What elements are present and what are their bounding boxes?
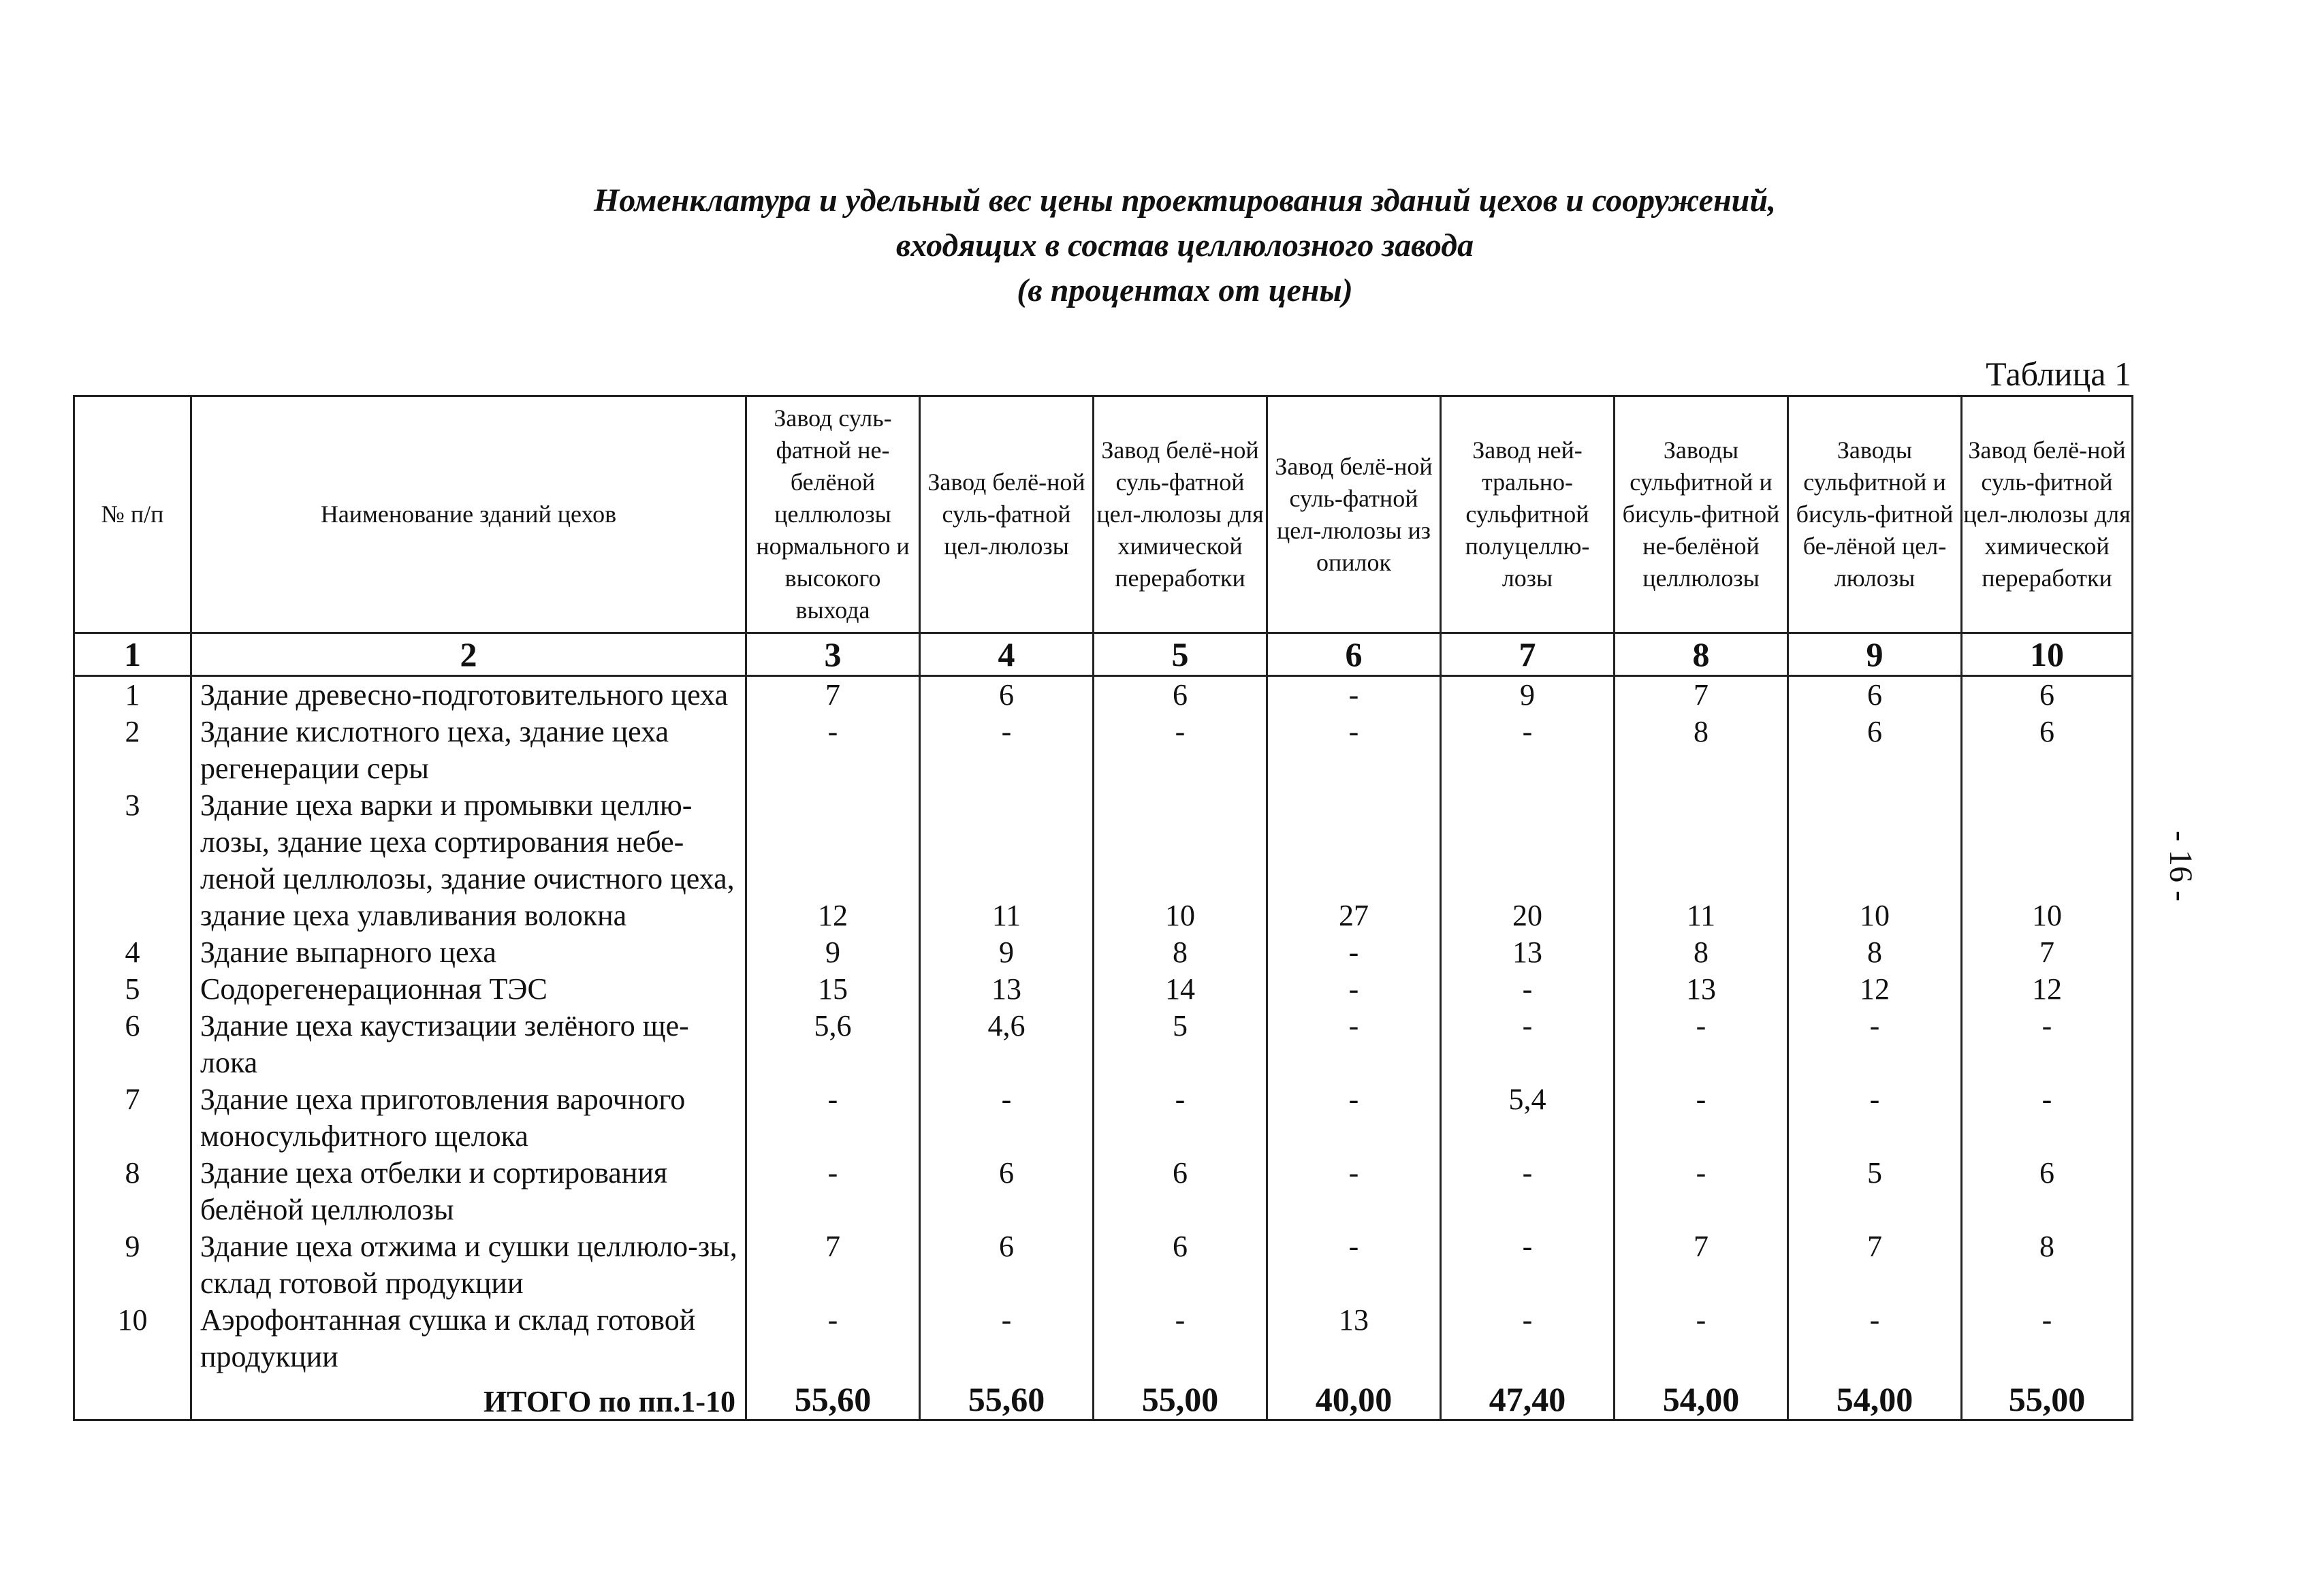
row-value: - — [1267, 1228, 1441, 1302]
total-label: ИТОГО по пп.1-10 — [191, 1375, 746, 1420]
total-value: 47,40 — [1441, 1375, 1615, 1420]
column-number: 8 — [1615, 633, 1788, 676]
table-row — [74, 1081, 2133, 1155]
row-value: - — [1441, 1155, 1615, 1228]
row-value: - — [1267, 934, 1441, 971]
header-col-9: Заводы сульфитной и бисуль-фитной бе-лёной цел-люлозы — [1788, 396, 1962, 633]
row-value: - — [746, 1302, 920, 1375]
table-row — [74, 787, 2133, 934]
row-value: 6 — [1788, 714, 1962, 787]
document-title — [0, 178, 2320, 313]
row-value: 5 — [1788, 1155, 1962, 1228]
row-value: 6 — [920, 676, 1094, 714]
row-name: Содорегенерационная ТЭС — [191, 971, 746, 1008]
row-value: 7 — [746, 676, 920, 714]
header-row — [74, 396, 2133, 633]
row-value: - — [1788, 1081, 1962, 1155]
header-number: № п/п — [74, 396, 191, 633]
table-row — [74, 1008, 2133, 1081]
row-value: - — [1962, 1081, 2133, 1155]
title-line-2: входящих в состав целлюлозного завода — [895, 227, 1474, 264]
column-number-row — [74, 633, 2133, 676]
row-value: - — [1441, 1228, 1615, 1302]
total-value: 55,60 — [746, 1375, 920, 1420]
row-value: 14 — [1094, 971, 1267, 1008]
row-value: 5,6 — [746, 1008, 920, 1081]
column-number: 2 — [191, 633, 746, 676]
row-value: 13 — [1267, 1302, 1441, 1375]
row-value: - — [1441, 1302, 1615, 1375]
row-value: - — [1267, 971, 1441, 1008]
header-col-7: Завод ней-трально-сульфитной полуцеллю-лозы — [1441, 396, 1615, 633]
row-value: - — [1962, 1302, 2133, 1375]
table-row — [74, 676, 2133, 714]
row-value: 8 — [1962, 1228, 2133, 1302]
row-value: - — [746, 1081, 920, 1155]
row-number: 8 — [74, 1155, 191, 1228]
table-label: Таблица 1 — [1986, 355, 2131, 393]
header-col-3: Завод суль-фатной не-белёной целлюлозы нормального и высокого выхода — [746, 396, 920, 633]
table-body — [74, 676, 2133, 1376]
row-number: 9 — [74, 1228, 191, 1302]
row-value: - — [1267, 1008, 1441, 1081]
row-value: 7 — [1788, 1228, 1962, 1302]
row-value: 6 — [1788, 676, 1962, 714]
row-number: 6 — [74, 1008, 191, 1081]
title-line-1: Номенклатура и удельный вес цены проектирования зданий цехов и сооружений, — [593, 182, 1777, 219]
row-value: - — [920, 1302, 1094, 1375]
row-name: Здание кислотного цеха, здание цеха регенерации серы — [191, 714, 746, 787]
row-value: - — [1094, 1302, 1267, 1375]
row-value: 27 — [1267, 787, 1441, 934]
total-value: 54,00 — [1615, 1375, 1788, 1420]
row-value: - — [1441, 1008, 1615, 1081]
table-row — [74, 1228, 2133, 1302]
header-col-8: Заводы сульфитной и бисуль-фитной не-белёной целлюлозы — [1615, 396, 1788, 633]
row-value: 6 — [1962, 714, 2133, 787]
row-value: - — [1441, 971, 1615, 1008]
row-value: 6 — [920, 1228, 1094, 1302]
row-value: 6 — [1962, 676, 2133, 714]
column-number: 6 — [1267, 633, 1441, 676]
total-value: 55,00 — [1962, 1375, 2133, 1420]
row-value: - — [1267, 714, 1441, 787]
row-value: - — [746, 714, 920, 787]
row-value: - — [1094, 1081, 1267, 1155]
row-number: 2 — [74, 714, 191, 787]
row-name: Здание цеха приготовления варочного моносульфитного щелока — [191, 1081, 746, 1155]
row-value: 6 — [1094, 1228, 1267, 1302]
row-value: 13 — [1615, 971, 1788, 1008]
row-number: 7 — [74, 1081, 191, 1155]
header-col-6: Завод белё-ной суль-фатной цел-люлозы из опилок — [1267, 396, 1441, 633]
row-value: - — [1267, 1155, 1441, 1228]
row-value: 9 — [1441, 676, 1615, 714]
row-name: Здание выпарного цеха — [191, 934, 746, 971]
row-value: 11 — [1615, 787, 1788, 934]
row-value: - — [920, 714, 1094, 787]
row-value: 6 — [1962, 1155, 2133, 1228]
title-line-3: (в процентах от цены) — [1017, 272, 1353, 308]
total-value: 40,00 — [1267, 1375, 1441, 1420]
table-row — [74, 1302, 2133, 1375]
header-col-5: Завод белё-ной суль-фатной цел-люлозы для химической переработки — [1094, 396, 1267, 633]
table-row — [74, 1155, 2133, 1228]
column-number: 9 — [1788, 633, 1962, 676]
row-value: 20 — [1441, 787, 1615, 934]
header-name: Наименование зданий цехов — [191, 396, 746, 633]
column-number: 1 — [74, 633, 191, 676]
row-value: - — [1788, 1302, 1962, 1375]
row-value: 6 — [920, 1155, 1094, 1228]
row-name: Здание цеха отбелки и сортирования белёной целлюлозы — [191, 1155, 746, 1228]
row-value: - — [1615, 1302, 1788, 1375]
row-value: 12 — [746, 787, 920, 934]
row-value: - — [1962, 1008, 2133, 1081]
row-value: 11 — [920, 787, 1094, 934]
row-value: 5,4 — [1441, 1081, 1615, 1155]
row-value: 10 — [1788, 787, 1962, 934]
row-value: 7 — [1615, 1228, 1788, 1302]
total-value: 55,60 — [920, 1375, 1094, 1420]
total-row — [74, 1375, 2133, 1420]
column-number: 7 — [1441, 633, 1615, 676]
row-number: 3 — [74, 787, 191, 934]
row-value: 6 — [1094, 676, 1267, 714]
row-value: - — [920, 1081, 1094, 1155]
row-value: 12 — [1788, 971, 1962, 1008]
row-value: - — [1441, 714, 1615, 787]
column-number: 5 — [1094, 633, 1267, 676]
table-row — [74, 714, 2133, 787]
header-col-10: Завод белё-ной суль-фитной цел-люлозы для химической переработки — [1962, 396, 2133, 633]
row-value: 7 — [1962, 934, 2133, 971]
row-value: 10 — [1094, 787, 1267, 934]
column-number: 3 — [746, 633, 920, 676]
row-value: - — [1094, 714, 1267, 787]
row-number: 4 — [74, 934, 191, 971]
row-value: - — [1788, 1008, 1962, 1081]
row-value: 5 — [1094, 1008, 1267, 1081]
row-value: 6 — [1094, 1155, 1267, 1228]
row-name: Здание цеха варки и промывки целлю-лозы, здание цеха сортирования небе-леной целлюлозы, здание очистного цеха, здание цеха улавливания волокна — [191, 787, 746, 934]
page-number: - 16 - — [2163, 831, 2199, 901]
row-value: - — [1615, 1155, 1788, 1228]
row-value: 9 — [746, 934, 920, 971]
total-spacer — [74, 1375, 191, 1420]
row-value: - — [1267, 676, 1441, 714]
row-value: 7 — [746, 1228, 920, 1302]
row-number: 5 — [74, 971, 191, 1008]
price-share-table — [73, 395, 2133, 1421]
row-name: Здание цеха каустизации зелёного ще-лока — [191, 1008, 746, 1081]
table-row — [74, 934, 2133, 971]
row-value: 7 — [1615, 676, 1788, 714]
table-row — [74, 971, 2133, 1008]
row-value: 8 — [1615, 714, 1788, 787]
row-value: 13 — [920, 971, 1094, 1008]
row-value: 13 — [1441, 934, 1615, 971]
row-value: - — [746, 1155, 920, 1228]
row-value: 12 — [1962, 971, 2133, 1008]
row-name: Здание древесно-подготовительного цеха — [191, 676, 746, 714]
column-number: 10 — [1962, 633, 2133, 676]
row-number: 10 — [74, 1302, 191, 1375]
row-name: Аэрофонтанная сушка и склад готовой продукции — [191, 1302, 746, 1375]
row-value: 15 — [746, 971, 920, 1008]
row-value: 10 — [1962, 787, 2133, 934]
row-value: 9 — [920, 934, 1094, 971]
header-col-4: Завод белё-ной суль-фатной цел-люлозы — [920, 396, 1094, 633]
row-value: 4,6 — [920, 1008, 1094, 1081]
row-value: - — [1615, 1081, 1788, 1155]
row-value: - — [1267, 1081, 1441, 1155]
row-value: 8 — [1615, 934, 1788, 971]
row-value: - — [1615, 1008, 1788, 1081]
row-number: 1 — [74, 676, 191, 714]
row-value: 8 — [1094, 934, 1267, 971]
column-number: 4 — [920, 633, 1094, 676]
row-name: Здание цеха отжима и сушки целлюло-зы, склад готовой продукции — [191, 1228, 746, 1302]
total-value: 55,00 — [1094, 1375, 1267, 1420]
row-value: 8 — [1788, 934, 1962, 971]
total-value: 54,00 — [1788, 1375, 1962, 1420]
